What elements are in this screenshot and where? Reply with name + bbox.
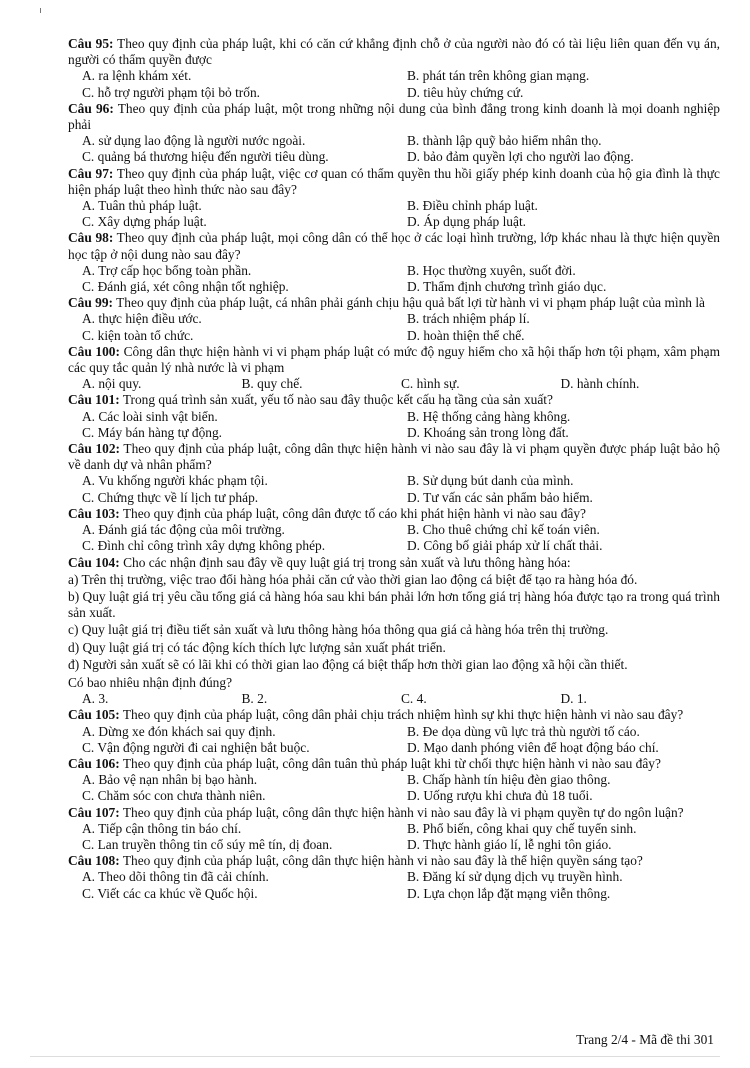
- option-c: C. Đình chỉ công trình xây dựng không phép.: [82, 538, 326, 554]
- option-c: C. hình sự.: [401, 376, 460, 392]
- option-d: D. hoàn thiện thể chế.: [407, 327, 525, 343]
- answer-options: [68, 198, 720, 230]
- question-105: [68, 707, 720, 756]
- question-text: Công dân thực hiện hành vi vi phạm pháp luật có mức độ nguy hiểm cho xã hội thấp hơn tội phạm, xâm phạm các quy tắc quản lý nhà nước là vi phạm: [68, 343, 720, 376]
- question-stem: [68, 853, 720, 869]
- option-c: C. Máy bán hàng tự động.: [82, 424, 223, 440]
- option-b: B. Điều chỉnh pháp luật.: [407, 198, 538, 214]
- option-d: D. 1.: [560, 691, 587, 707]
- question-text: Trong quá trình sản xuất, yếu tố nào sau đây thuộc kết cấu hạ tầng của sản xuất?: [119, 392, 553, 408]
- question-number: Câu 102:: [68, 441, 120, 457]
- scan-mark: [40, 8, 41, 13]
- option-a: A. Các loài sinh vật biển.: [82, 408, 218, 424]
- page-footer: Trang 2/4 - Mã đề thi 301: [576, 1032, 714, 1047]
- option-a: A. 3.: [82, 691, 109, 707]
- question-text: Theo quy định của pháp luật, công dân thực hiện hành vi nào sau đây là vi phạm quyền được pháp luật bảo hộ về danh dự và nhân phẩm?: [68, 441, 720, 473]
- option-d: D. tiêu hủy chứng cứ.: [407, 84, 524, 100]
- answer-options: [68, 522, 720, 554]
- question-stem: [68, 101, 720, 133]
- question-stem: [68, 36, 720, 68]
- option-b: B. Cho thuê chứng chỉ kế toán viên.: [407, 522, 600, 538]
- option-b: B. thành lập quỹ bảo hiểm nhân thọ.: [407, 133, 602, 149]
- answer-options: [68, 772, 720, 804]
- question-stem: [68, 166, 720, 198]
- option-a: A. thực hiện điều ước.: [82, 311, 202, 327]
- question-107: [68, 805, 720, 854]
- option-c: C. Đánh giá, xét công nhận tốt nghiệp.: [82, 279, 289, 295]
- question-96: [68, 101, 720, 166]
- option-d: D. Khoáng sản trong lòng đất.: [407, 424, 569, 440]
- question-stem: [68, 392, 720, 408]
- statement-d: d) Quy luật giá trị có tác động kích thích lực lượng sản xuất phát triển.: [68, 639, 446, 655]
- option-c: C. Viết các ca khúc về Quốc hội.: [82, 885, 258, 901]
- question-text: Theo quy định của pháp luật, mọi công dân có thể học ở các loại hình trường, lớp khác nhau là thực hiện quyền học tập ở nội dung nào sau đây?: [68, 230, 720, 262]
- option-a: A. Tiếp cận thông tin báo chí.: [82, 820, 242, 836]
- answer-options: [68, 409, 720, 441]
- statement-c: c) Quy luật giá trị điều tiết sản xuất và lưu thông hàng hóa thông qua giá cả hàng hóa trên thị trường.: [68, 622, 609, 638]
- question-102: [68, 441, 720, 506]
- question-number: Câu 103:: [68, 505, 120, 521]
- question-number: Câu 104:: [68, 554, 120, 570]
- question-stem: [68, 344, 720, 376]
- question-101: [68, 392, 720, 441]
- question-stem: [68, 506, 720, 522]
- question-text: Theo quy định của pháp luật, khi có căn cứ khẳng định chỗ ở của người nào đó có tài liệu liên quan đến vụ án, người có thẩm quyền được: [68, 36, 720, 68]
- option-d: D. hành chính.: [560, 376, 640, 392]
- option-a: A. Vu khống người khác phạm tội.: [82, 473, 268, 489]
- answer-options: [68, 376, 720, 392]
- question-text: Theo quy định của pháp luật, cá nhân phải gánh chịu hậu quả bất lợi từ hành vi vi phạm pháp luật của mình là: [113, 295, 705, 311]
- option-b: B. Phổ biến, công khai quy chế tuyển sinh.: [407, 820, 637, 836]
- question-106: [68, 756, 720, 805]
- option-b: B. Chấp hành tín hiệu đèn giao thông.: [407, 772, 611, 788]
- option-a: A. nội quy.: [82, 376, 142, 392]
- option-d: D. Lựa chọn lắp đặt mạng viễn thông.: [407, 885, 611, 901]
- option-a: A. Bảo vệ nạn nhân bị bạo hành.: [82, 772, 258, 788]
- option-c: C. Chăm sóc con chưa thành niên.: [82, 788, 266, 804]
- option-c: C. 4.: [401, 691, 427, 707]
- question-text: Theo quy định của pháp luật, một trong những nội dung của bình đẳng trong kinh doanh là mọi doanh nghiệp phải: [68, 100, 720, 133]
- question-list: [68, 36, 720, 902]
- question-number: Câu 97:: [68, 165, 114, 181]
- answer-options: [68, 473, 720, 505]
- question-99: [68, 295, 720, 344]
- question-95: [68, 36, 720, 101]
- option-c: C. Xây dựng pháp luật.: [82, 214, 207, 230]
- option-b: B. Đăng kí sử dụng dịch vụ truyền hình.: [407, 869, 623, 885]
- question-number: Câu 95:: [68, 36, 114, 51]
- question-text: Theo quy định của pháp luật, công dân thực hiện hành vi nào sau đây là vi phạm quyền tự do ngôn luận?: [119, 804, 684, 820]
- question-number: Câu 99:: [68, 295, 114, 311]
- option-a: A. Theo dõi thông tin đã cải chính.: [82, 869, 269, 885]
- question-number: Câu 96:: [68, 100, 114, 116]
- option-d: D. Áp dụng pháp luật.: [407, 214, 527, 230]
- question-number: Câu 105:: [68, 707, 120, 723]
- answer-options: [68, 724, 720, 756]
- option-c: C. Lan truyền thông tin cổ súy mê tín, dị đoan.: [82, 836, 333, 852]
- answer-options: [68, 68, 720, 100]
- answer-options: [68, 821, 720, 853]
- statement-dd: đ) Người sản xuất sẽ có lãi khi có thời gian lao động cá biệt thấp hơn thời gian lao động xã hội cần thiết.: [68, 656, 628, 672]
- option-d: D. bảo đảm quyền lợi cho người lao động.: [407, 149, 634, 165]
- question-number: Câu 107:: [68, 804, 120, 820]
- question-number: Câu 100:: [68, 343, 120, 359]
- footer-divider: [30, 1056, 720, 1057]
- option-b: B. trách nhiệm pháp lí.: [407, 311, 530, 327]
- option-b: B. quy chế.: [241, 376, 303, 392]
- answer-options: [68, 133, 720, 165]
- option-b: B. Sử dụng bút danh của mình.: [407, 473, 574, 489]
- question-text: Cho các nhận định sau đây về quy luật giá trị trong sản xuất và lưu thông hàng hóa:: [119, 554, 571, 570]
- option-b: B. phát tán trên không gian mạng.: [407, 68, 590, 84]
- option-b: B. Học thường xuyên, suốt đời.: [407, 262, 576, 278]
- option-d: D. Thẩm định chương trình giáo dục.: [407, 279, 607, 295]
- answer-options: [68, 869, 720, 901]
- question-number: Câu 108:: [68, 853, 120, 869]
- option-d: D. Tư vấn các sản phẩm bảo hiểm.: [407, 489, 593, 505]
- answer-options: [68, 691, 720, 707]
- option-b: B. 2.: [241, 691, 268, 707]
- option-a: A. Trợ cấp học bổng toàn phần.: [82, 262, 252, 278]
- option-d: D. Mạo danh phóng viên để hoạt động báo chí.: [407, 739, 659, 755]
- question-text: Theo quy định của pháp luật, việc cơ quan có thẩm quyền thu hồi giấy phép kinh doanh của hộ gia đình là thực hiện pháp luật theo hình thức nào sau đây?: [68, 165, 720, 197]
- option-a: A. ra lệnh khám xét.: [82, 68, 192, 84]
- question-text: Theo quy định của pháp luật, công dân tuân thủ pháp luật khi từ chối thực hiện hành vi nào sau đây?: [119, 755, 661, 771]
- option-a: A. Dừng xe đón khách sai quy định.: [82, 723, 276, 739]
- question-stem: [68, 707, 720, 723]
- option-d: D. Thực hành giáo lí, lễ nghi tôn giáo.: [407, 836, 612, 852]
- question-98: [68, 230, 720, 295]
- question-stem: [68, 555, 720, 571]
- question-104: [68, 555, 720, 708]
- answer-options: [68, 263, 720, 295]
- question-stem: [68, 230, 720, 262]
- question-number: Câu 106:: [68, 755, 120, 771]
- option-c: C. Vận động người đi cai nghiện bắt buộc.: [82, 739, 310, 755]
- option-c: C. kiện toàn tổ chức.: [82, 327, 194, 343]
- question-stem: [68, 805, 720, 821]
- option-c: C. quảng bá thương hiệu đến người tiêu dùng.: [82, 149, 329, 165]
- question-text: Theo quy định của pháp luật, công dân phải chịu trách nhiệm hình sự khi thực hiện hành vi nào sau đây?: [119, 707, 684, 723]
- option-b: B. Hệ thống cảng hàng không.: [407, 408, 571, 424]
- option-b: B. Đe dọa dùng vũ lực trả thù người tố cáo.: [407, 723, 640, 739]
- question-100: [68, 344, 720, 393]
- question-103: [68, 506, 720, 555]
- option-a: A. sử dụng lao động là người nước ngoài.: [82, 133, 306, 149]
- option-c: C. hỗ trợ người phạm tội bỏ trốn.: [82, 84, 261, 100]
- question-number: Câu 101:: [68, 392, 120, 408]
- option-d: D. Công bố giải pháp xử lí chất thải.: [407, 538, 603, 554]
- statement-a: a) Trên thị trường, việc trao đổi hàng hóa phải căn cứ vào thời gian lao động cá biệt để tạo ra hàng hóa đó.: [68, 571, 638, 587]
- option-a: A. Tuân thủ pháp luật.: [82, 198, 202, 214]
- question-number: Câu 98:: [68, 230, 114, 246]
- question-stem: [68, 441, 720, 473]
- question-97: [68, 166, 720, 231]
- question-text: Theo quy định của pháp luật, công dân được tố cáo khi phát hiện hành vi nào sau đây?: [119, 505, 586, 521]
- question-108: [68, 853, 720, 902]
- answer-options: [68, 311, 720, 343]
- option-d: D. Uống rượu khi chưa đủ 18 tuổi.: [407, 788, 593, 804]
- question-text: Theo quy định của pháp luật, công dân thực hiện hành vi nào sau đây là thể hiện quyền sáng tạo?: [119, 853, 643, 869]
- question-stem: [68, 295, 720, 311]
- option-c: C. Chứng thực về lí lịch tư pháp.: [82, 489, 259, 505]
- option-a: A. Đánh giá tác động của môi trường.: [82, 522, 285, 538]
- statement-b: b) Quy luật giá trị yêu cầu tổng giá cả hàng hóa sau khi bán phải lớn hơn tổng giá trị hàng hóa được tạo ra trong quá trình sản xuất.: [68, 588, 720, 621]
- question-prompt: Có bao nhiêu nhận định đúng?: [68, 674, 233, 690]
- question-stem: [68, 756, 720, 772]
